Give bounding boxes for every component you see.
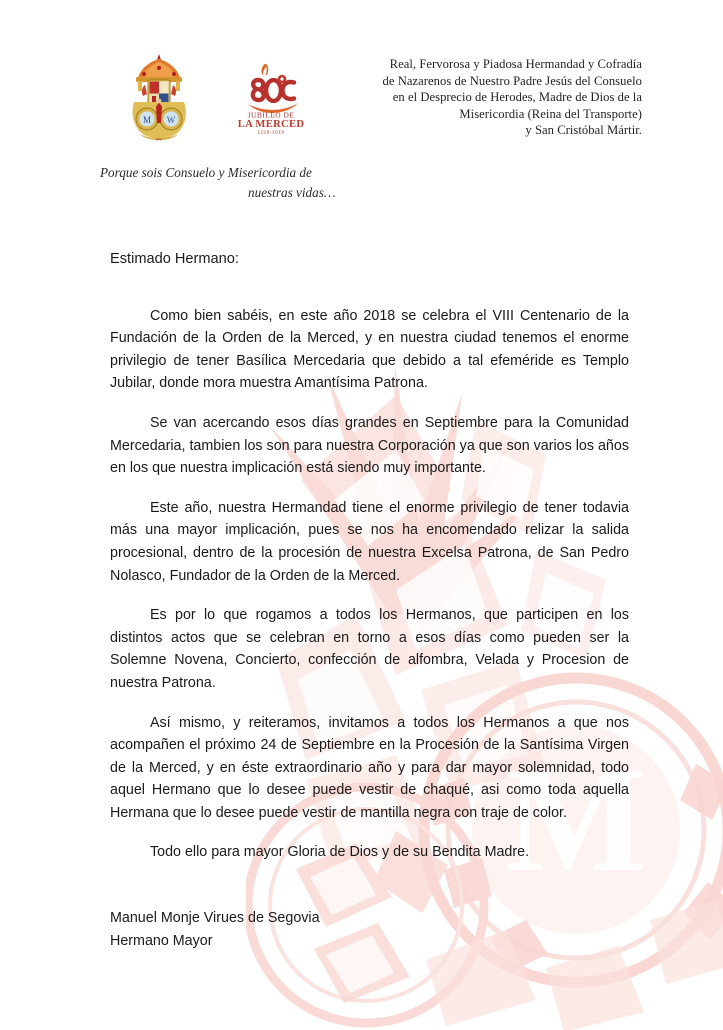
signer-name: Manuel Monje Virues de Segovia: [110, 910, 320, 926]
letterhead: [0, 0, 723, 160]
salutation: Estimado Hermano:: [110, 251, 239, 267]
svg-text:M: M: [505, 737, 647, 903]
svg-text:M: M: [142, 115, 152, 125]
motto-line-2: nuestras vidas…: [248, 185, 336, 200]
paragraph-4: Es por lo que rogamos a todos los Hermanos, que participen en los distintos actos que se celebran en torno a esos días como pueden ser la Solemne Novena, Concierto, confección de alfombra, Velada y Procesion de nuestra Patrona.: [110, 607, 629, 691]
organization-title: [330, 56, 642, 139]
svg-text:W: W: [166, 115, 176, 125]
hermandad-coat-of-arms-icon: [128, 52, 190, 146]
paragraph-1: Como bien sabéis, en este año 2018 se celebra el VIII Centenario de la Fundación de la Orden de la Merced, y en nuestra ciudad tenemos el enorme privilegio de tener Basílica Mercedaria que debido a tal efeméride es Templo Jubilar, donde mora muestra Amantísima Patrona.: [110, 307, 629, 392]
paragraph-5: Así mismo, y reiteramos, invitamos a todos los Hermanos a que nos acompañen el próximo 24 de Septiembre en la Procesión de la Santísima Virgen de la Merced, y en éste extraordinario año y para dar mayor solemnidad, todo aquel Hermano que lo desee puede vestir de chaqué, asi como toda aquella Hermana que lo desee puede vestir de mantilla negra con traje de color.: [110, 714, 629, 821]
letter-body: [110, 248, 629, 864]
org-title-line-5: y San Cristóbal Mártir.: [525, 123, 642, 138]
svg-text:1218-2018: 1218-2018: [257, 129, 285, 135]
org-title-line-2: de Nazarenos de Nuestro Padre Jesús del Consuelo: [382, 73, 642, 88]
svg-text:LA MERCED: LA MERCED: [237, 119, 305, 130]
org-title-line-4: Misericordia (Reina del Transporte): [459, 106, 642, 121]
org-title-line-3: en el Desprecio de Herodes, Madre de Dios de la: [392, 90, 642, 105]
motto: [100, 163, 500, 203]
org-title-line-1: Real, Fervorosa y Piadosa Hermandad y Cofradía: [389, 57, 642, 71]
signer-role: Hermano Mayor: [110, 933, 213, 949]
signature-block: [110, 907, 320, 953]
paragraph-2: Se van acercando esos días grandes en Septiembre para la Comunidad Mercedaria, tambien los son para nuestra Corporación ya que son varios los años en los que nuestra implicación está siendo muy importante.: [110, 414, 629, 477]
motto-line-1: Porque sois Consuelo y Misericordia de: [100, 165, 312, 180]
paragraph-3: Este año, nuestra Hermandad tiene el enorme privilegio de tener todavia más una mayor implicación, pues se nos ha encomendado relizar la salida procesional, dentro de la procesión de nuestra Excelsa Patrona, de San Pedro Nolasco, Fundador de la Orden de la Merced.: [110, 499, 629, 584]
svg-text:ave: ave: [156, 136, 162, 142]
closing-paragraph: Todo ello para mayor Gloria de Dios y de su Bendita Madre.: [150, 844, 530, 861]
svg-text:JUBILEO DE: JUBILEO DE: [247, 110, 295, 120]
jubilee-800-logo-icon: [232, 58, 310, 136]
